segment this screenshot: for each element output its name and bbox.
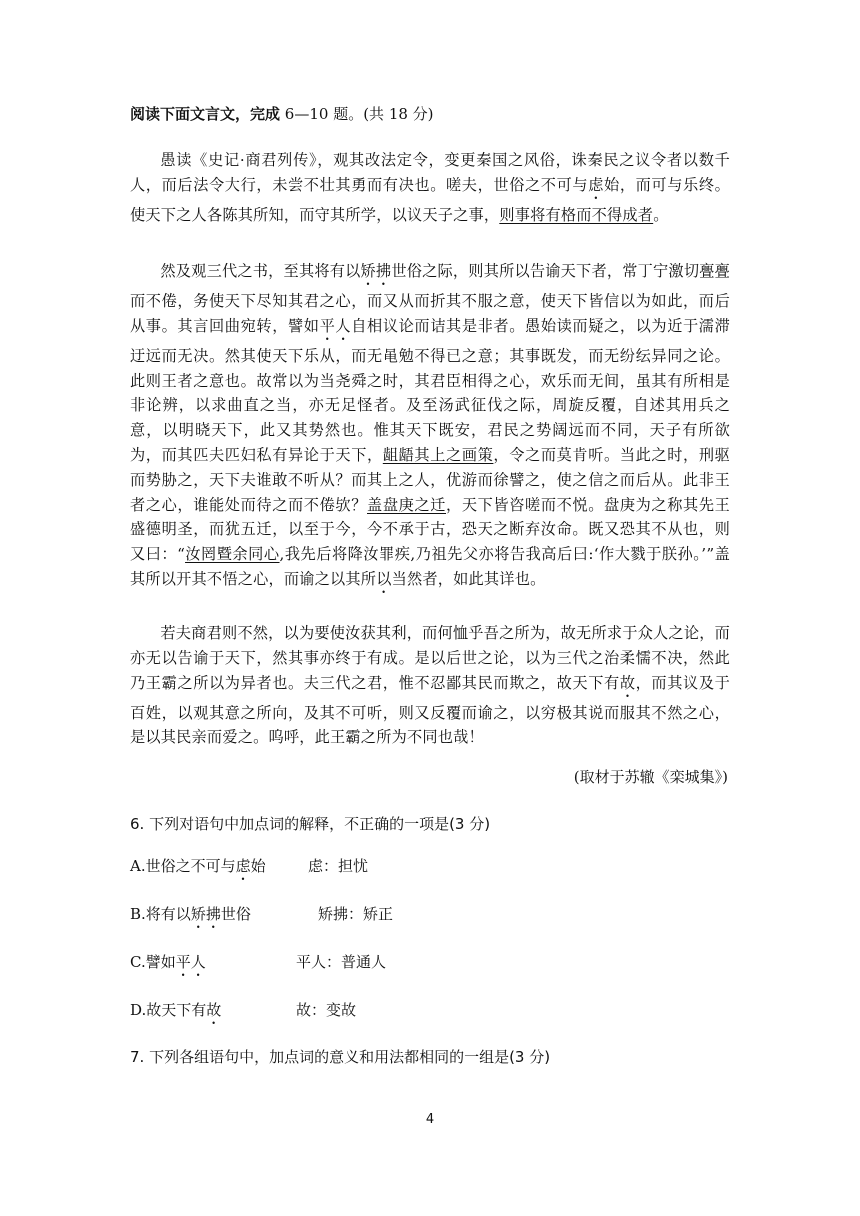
text-run: 。 (653, 205, 669, 224)
option-a (130, 855, 369, 884)
text-run: 若夫商君则不然，以为要使汝获其利，而何恤乎吾之所为，故无所求于众人之论，而亦无以告谕于天下，然其事亦终于有成。是以后世之论，以为三代之治柔懦不决，然此乃王霸之所以为异者也。夫三代之君，惟不忍鄙其民而欺之，故天下有 (130, 624, 730, 692)
underlined-sentence: 盖盘庚之迁 (367, 495, 447, 514)
option-text: 世俗之不可与 (145, 857, 236, 875)
option-d (130, 999, 357, 1028)
text-run: 始，而可与乐终。使天下之人各陈其所知，而守其所学，以议天子之事， (130, 175, 731, 224)
option-text: 将有以 (145, 905, 191, 923)
text-run: 然及观三代之书，至其将有以 (160, 262, 361, 280)
option-gloss: 故：变故 (296, 1001, 357, 1019)
option-text: 始 (250, 857, 266, 875)
dotted-word: 虑 (235, 857, 251, 875)
dotted-word: 矫拂 (360, 262, 392, 280)
option-gloss: 矫拂：矫正 (318, 905, 394, 923)
option-label: A. (130, 857, 146, 875)
instruction-bold: 阅读下面文言文，完成 (130, 105, 281, 123)
option-gloss: 平人：普通人 (296, 953, 387, 971)
underlined-sentence: 汝罔暨余同心 (185, 545, 280, 564)
text-run: ，令之而莫肯听。当此之时，刑驱而势胁之，天下夫谁敢不听从？而其上之人，优游而徐譬之，使之信之而后从。此非王者之心，谁能处而待之而不倦欤？ (130, 445, 731, 514)
dotted-word: 平人 (319, 316, 352, 335)
option-text: 世俗 (220, 905, 251, 923)
text-run: 愚读《史记·商君列传》，观其改法定令，变更秦国之风俗，诛秦民之议令者以数千人，而后法令大行，未尝不壮其勇而有决也。嗟夫，世俗之不可与 (130, 151, 730, 194)
text-run: 自相议论而诘其是非者。愚始读而疑之，以为近于濡滞迂远而无决。然其使天下乐从，而无黾勉不得已之意；其事既发，而无纷纭异同之论。此则王者之意也。故常以为当尧舜之时，其君臣相得之心，欢乐而无间，虽其有所相是非论辨，以求曲直之当，亦无足怪者。及至汤武征伐之际，周旋反覆，自述其用兵之意，以明晓天下，此又其势然也。惟其天下既安，君民之势阔远而不同，天子有所欲为，而其匹夫匹妇私有异论于天下， (130, 316, 730, 464)
reading-instruction (130, 103, 434, 125)
underlined-sentence: 则事将有格而不得成者 (499, 205, 654, 224)
passage-paragraph-2 (130, 259, 730, 597)
passage-paragraph-1 (130, 148, 730, 228)
dotted-word: 矫拂 (190, 905, 221, 923)
text-run: ，而其议及于百姓，以观其意之所向，及其不可听，则又反覆而谕之，以穷极其说而服其不然之心，是以其民亲而爱之。呜呼，此王霸之所为不同也哉！ (130, 673, 731, 747)
dotted-word: 平人 (175, 953, 206, 971)
dotted-word: 以 (376, 569, 392, 588)
option-c (130, 951, 387, 980)
page-number: 4 (425, 1112, 435, 1127)
dotted-word: 故 (619, 673, 636, 692)
option-b (130, 903, 394, 932)
option-label: C. (130, 953, 146, 971)
option-gloss: 虑：担忧 (308, 857, 369, 875)
question-6-stem: 6. 下列对语句中加点词的解释，不正确的一项是(3 分) (130, 815, 491, 833)
source-citation: (取材于苏辙《栾城集》) (573, 768, 728, 786)
text-run: 当然者，如此其详也。 (391, 569, 546, 588)
option-text: 譬如 (145, 953, 176, 971)
text-run: 世俗之际，则其所以告谕天下者，常丁宁激切亹亹而不倦，务使天下尽知其君之心，而又从而折其不服之意，使天下皆信以为如此，而后从事。其言回曲宛转，譬如 (130, 262, 730, 335)
instruction-rest: 6—10 题。(共 18 分) (284, 105, 434, 123)
dotted-word: 故 (206, 1001, 222, 1019)
option-label: B. (130, 905, 146, 923)
text-run: ，天下皆咨嗟而不悦。盘庚为之称其先王盛德明圣，而犹五迁，以至于今，今不承于古，恐天之断弃汝命。既又恐其不从也，则又曰：“ (130, 495, 731, 564)
question-7-stem: 7. 下列各组语句中，加点词的意义和用法都相同的一组是(3 分) (130, 1048, 551, 1066)
passage-paragraph-3 (130, 621, 730, 750)
underlined-sentence: 龃龉其上之画策 (382, 445, 494, 464)
option-label: D. (130, 1001, 147, 1019)
dotted-word: 虑 (588, 175, 605, 194)
option-text: 故天下有 (146, 1001, 207, 1019)
text-run: ,我先后将降汝罪疾,乃祖先父亦将告我高后曰:‘作大戮于朕孙。’”盖其所以开其不悟之心，而谕之以其所 (130, 545, 730, 588)
